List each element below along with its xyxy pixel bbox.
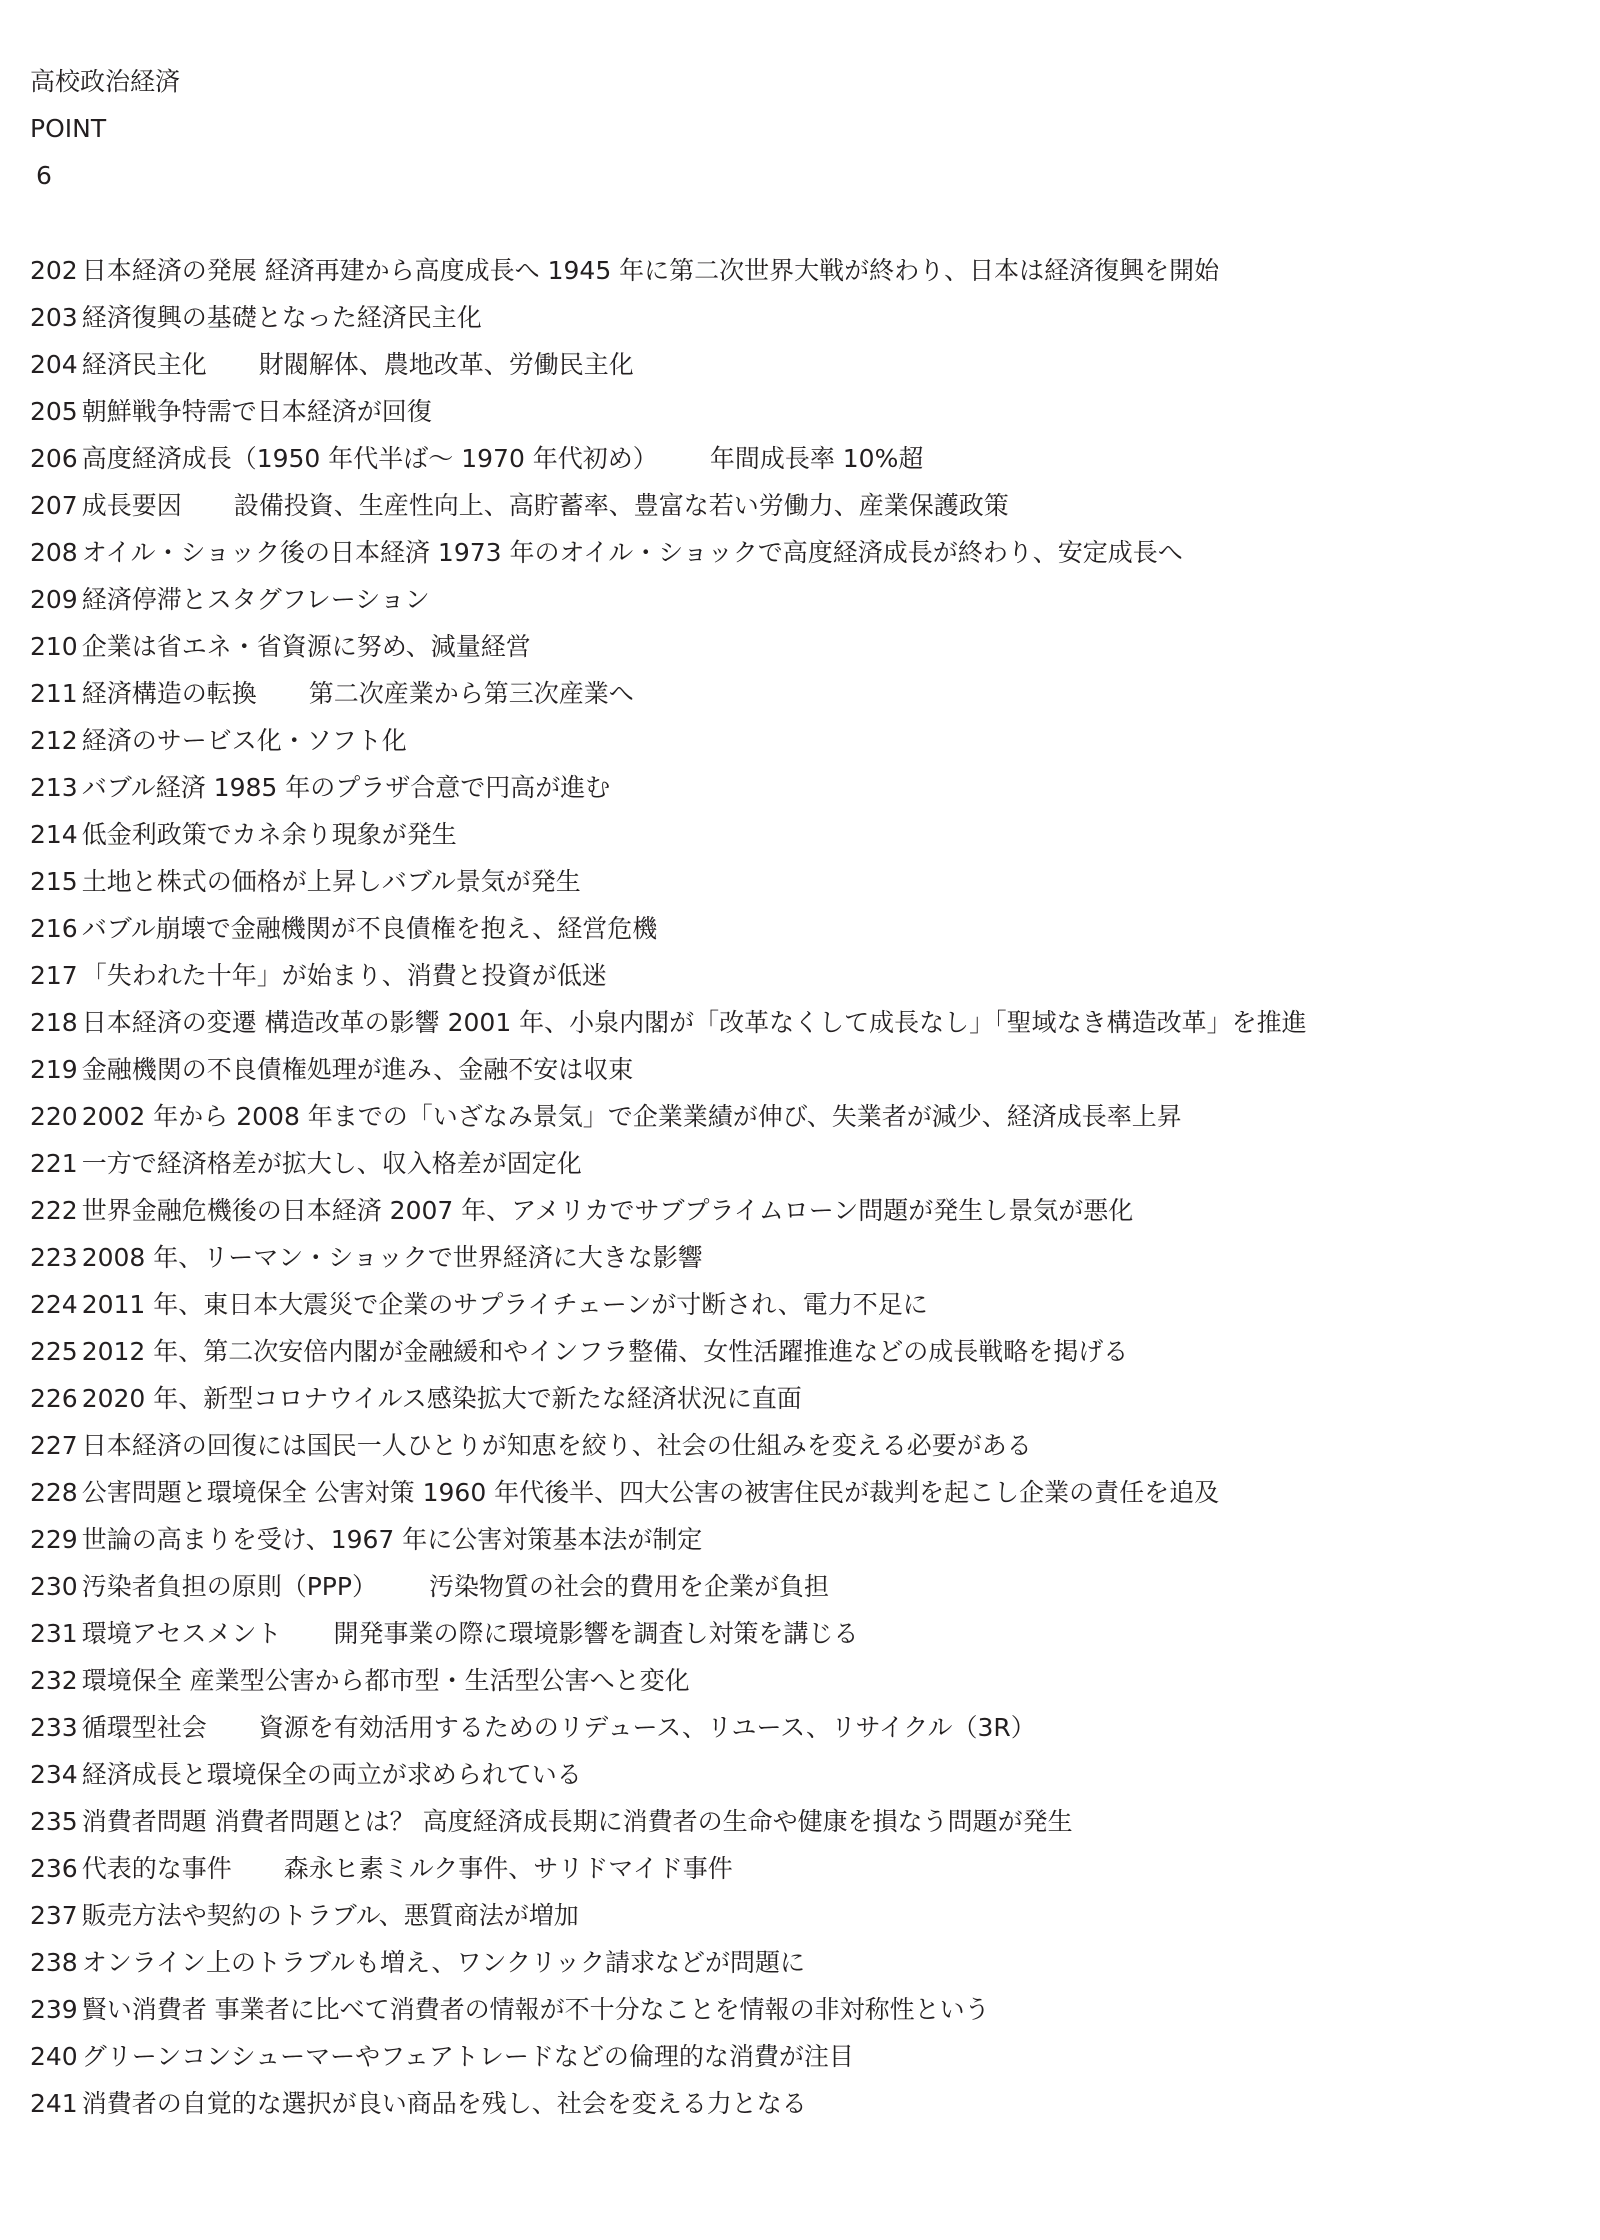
item-term: 成長要因 xyxy=(81,491,182,520)
item-text: 環境保全 産業型公害から都市型・生活型公害へと変化 xyxy=(81,1666,690,1695)
item-number: 239 xyxy=(30,1995,78,2024)
item-number: 235 xyxy=(30,1807,78,1836)
item-number: 230 xyxy=(30,1572,78,1601)
item-number: 233 xyxy=(30,1713,78,1742)
item-term: 高度経済成長（1950 年代半ば〜 1970 年代初め） xyxy=(81,444,658,473)
list-item xyxy=(30,1939,1570,1986)
item-description: 開発事業の際に環境影響を調査し対策を講じる xyxy=(333,1619,859,1648)
list-item xyxy=(30,1187,1570,1234)
item-text: 賢い消費者 事業者に比べて消費者の情報が不十分なことを情報の非対称性という xyxy=(81,1995,990,2024)
list-item xyxy=(30,1422,1570,1469)
list-item xyxy=(30,529,1570,576)
item-term: 汚染者負担の原則（PPP） xyxy=(81,1572,377,1601)
item-text: 経済停滞とスタグフレーション xyxy=(81,585,430,614)
list-item xyxy=(30,2080,1570,2127)
list-item xyxy=(30,576,1570,623)
list-item xyxy=(30,1046,1570,1093)
item-text: 2002 年から 2008 年までの「いざなみ景気」で企業業績が伸び、失業者が減少、経済成長率上昇 xyxy=(81,1102,1182,1131)
item-number: 206 xyxy=(30,444,78,473)
item-text: 消費者問題 消費者問題とは？ 高度経済成長期に消費者の生命や健康を損なう問題が発生 xyxy=(81,1807,1073,1836)
item-text: 販売方法や契約のトラブル、悪質商法が増加 xyxy=(81,1901,579,1930)
item-description: 財閥解体、農地改革、労働民主化 xyxy=(258,350,634,379)
item-text: バブル崩壊で金融機関が不良債権を抱え、経営危機 xyxy=(81,914,658,943)
item-number: 202 xyxy=(30,256,78,285)
list-item xyxy=(30,1140,1570,1187)
item-number: 218 xyxy=(30,1008,78,1037)
list-item xyxy=(30,717,1570,764)
item-description: 第二次産業から第三次産業へ xyxy=(308,679,634,708)
item-text: バブル経済 1985 年のプラザ合意で円高が進む xyxy=(81,773,611,802)
item-number: 236 xyxy=(30,1854,78,1883)
list-item xyxy=(30,1986,1570,2033)
item-text: 日本経済の発展 経済再建から高度成長へ 1945 年に第二次世界大戦が終わり、日本は経済復興を開始 xyxy=(81,256,1220,285)
list-item xyxy=(30,1516,1570,1563)
list-item xyxy=(30,858,1570,905)
item-term: 循環型社会 xyxy=(81,1713,207,1742)
item-description: 森永ヒ素ミルク事件、サリドマイド事件 xyxy=(283,1854,733,1883)
item-number: 204 xyxy=(30,350,78,379)
item-description: 年間成長率 10%超 xyxy=(709,444,924,473)
list-item xyxy=(30,999,1570,1046)
item-description: 資源を有効活用するためのリデュース、リユース、リサイクル（3R） xyxy=(258,1713,1036,1742)
document-header xyxy=(30,58,180,199)
list-item xyxy=(30,1610,1570,1657)
list-item xyxy=(30,435,1570,482)
item-number: 232 xyxy=(30,1666,78,1695)
item-text: オイル・ショック後の日本経済 1973 年のオイル・ショックで高度経済成長が終わり、安定成長へ xyxy=(81,538,1183,567)
item-number: 203 xyxy=(30,303,78,332)
item-text: 経済成長と環境保全の両立が求められている xyxy=(81,1760,582,1789)
item-number: 228 xyxy=(30,1478,78,1507)
item-text: 一方で経済格差が拡大し、収入格差が固定化 xyxy=(81,1149,582,1178)
list-item xyxy=(30,1234,1570,1281)
item-number: 213 xyxy=(30,773,78,802)
list-item xyxy=(30,1093,1570,1140)
item-text: 2008 年、リーマン・ショックで世界経済に大きな影響 xyxy=(81,1243,703,1272)
item-text: 朝鮮戦争特需で日本経済が回復 xyxy=(81,397,432,426)
list-item xyxy=(30,482,1570,529)
list-item xyxy=(30,1328,1570,1375)
list-item xyxy=(30,623,1570,670)
list-item xyxy=(30,811,1570,858)
point-list xyxy=(30,247,1570,2127)
item-text: 2020 年、新型コロナウイルス感染拡大で新たな経済状況に直面 xyxy=(81,1384,802,1413)
list-item xyxy=(30,670,1570,717)
item-text: 経済のサービス化・ソフト化 xyxy=(81,726,407,755)
item-number: 216 xyxy=(30,914,78,943)
item-term: 環境アセスメント xyxy=(81,1619,282,1648)
item-number: 211 xyxy=(30,679,78,708)
item-term: 代表的な事件 xyxy=(81,1854,232,1883)
list-item xyxy=(30,1845,1570,1892)
item-description: 設備投資、生産性向上、高貯蓄率、豊富な若い労働力、産業保護政策 xyxy=(233,491,1009,520)
item-text: 低金利政策でカネ余り現象が発生 xyxy=(81,820,457,849)
item-number: 220 xyxy=(30,1102,78,1131)
item-number: 238 xyxy=(30,1948,78,1977)
item-number: 207 xyxy=(30,491,78,520)
item-number: 241 xyxy=(30,2089,78,2118)
point-label: POINT xyxy=(30,114,107,143)
item-term: 経済民主化 xyxy=(81,350,207,379)
item-number: 225 xyxy=(30,1337,78,1366)
list-item xyxy=(30,1751,1570,1798)
item-text: 2012 年、第二次安倍内閣が金融緩和やインフラ整備、女性活躍推進などの成長戦略を掲げる xyxy=(81,1337,1129,1366)
item-number: 208 xyxy=(30,538,78,567)
item-number: 205 xyxy=(30,397,78,426)
item-number: 217 xyxy=(30,961,78,990)
item-number: 210 xyxy=(30,632,78,661)
item-number: 237 xyxy=(30,1901,78,1930)
item-term: 経済構造の転換 xyxy=(81,679,257,708)
item-number: 234 xyxy=(30,1760,78,1789)
item-description: 汚染物質の社会的費用を企業が負担 xyxy=(428,1572,829,1601)
item-text: 消費者の自覚的な選択が良い商品を残し、社会を変える力となる xyxy=(81,2089,807,2118)
item-text: 「失われた十年」が始まり、消費と投資が低迷 xyxy=(81,961,607,990)
item-number: 224 xyxy=(30,1290,78,1319)
item-number: 226 xyxy=(30,1384,78,1413)
item-text: 経済復興の基礎となった経済民主化 xyxy=(81,303,482,332)
item-text: 日本経済の回復には国民一人ひとりが知恵を絞り、社会の仕組みを変える必要がある xyxy=(81,1431,1032,1460)
list-item xyxy=(30,1563,1570,1610)
list-item xyxy=(30,388,1570,435)
list-item xyxy=(30,905,1570,952)
item-text: 企業は省エネ・省資源に努め、減量経営 xyxy=(81,632,531,661)
subject-title: 高校政治経済 xyxy=(30,67,181,96)
item-number: 222 xyxy=(30,1196,78,1225)
list-item xyxy=(30,1798,1570,1845)
item-number: 219 xyxy=(30,1055,78,1084)
list-item xyxy=(30,1704,1570,1751)
item-text: グリーンコンシューマーやフェアトレードなどの倫理的な消費が注目 xyxy=(81,2042,854,2071)
item-number: 221 xyxy=(30,1149,78,1178)
list-item xyxy=(30,2033,1570,2080)
list-item xyxy=(30,1657,1570,1704)
item-number: 227 xyxy=(30,1431,78,1460)
item-number: 212 xyxy=(30,726,78,755)
item-text: 金融機関の不良債権処理が進み、金融不安は収束 xyxy=(81,1055,634,1084)
item-text: 世論の高まりを受け、1967 年に公害対策基本法が制定 xyxy=(81,1525,703,1554)
list-item xyxy=(30,294,1570,341)
list-item xyxy=(30,1375,1570,1422)
item-number: 229 xyxy=(30,1525,78,1554)
item-number: 240 xyxy=(30,2042,78,2071)
item-text: 土地と株式の価格が上昇しバブル景気が発生 xyxy=(81,867,581,896)
list-item xyxy=(30,247,1570,294)
list-item xyxy=(30,952,1570,999)
list-item xyxy=(30,764,1570,811)
point-number: 6 xyxy=(36,161,52,190)
list-item xyxy=(30,1892,1570,1939)
item-number: 223 xyxy=(30,1243,78,1272)
item-text: オンライン上のトラブルも増え、ワンクリック請求などが問題に xyxy=(81,1948,805,1977)
item-text: 公害問題と環境保全 公害対策 1960 年代後半、四大公害の被害住民が裁判を起こし企業の責任を追及 xyxy=(81,1478,1220,1507)
list-item xyxy=(30,1281,1570,1328)
item-number: 214 xyxy=(30,820,78,849)
item-text: 世界金融危機後の日本経済 2007 年、アメリカでサブプライムローン問題が発生し景気が悪化 xyxy=(81,1196,1134,1225)
list-item xyxy=(30,341,1570,388)
item-number: 209 xyxy=(30,585,78,614)
item-text: 2011 年、東日本大震災で企業のサプライチェーンが寸断され、電力不足に xyxy=(81,1290,928,1319)
list-item xyxy=(30,1469,1570,1516)
item-number: 215 xyxy=(30,867,78,896)
item-text: 日本経済の変遷 構造改革の影響 2001 年、小泉内閣が「改革なくして成長なし」「聖域なき構造改革」を推進 xyxy=(81,1008,1307,1037)
item-number: 231 xyxy=(30,1619,78,1648)
